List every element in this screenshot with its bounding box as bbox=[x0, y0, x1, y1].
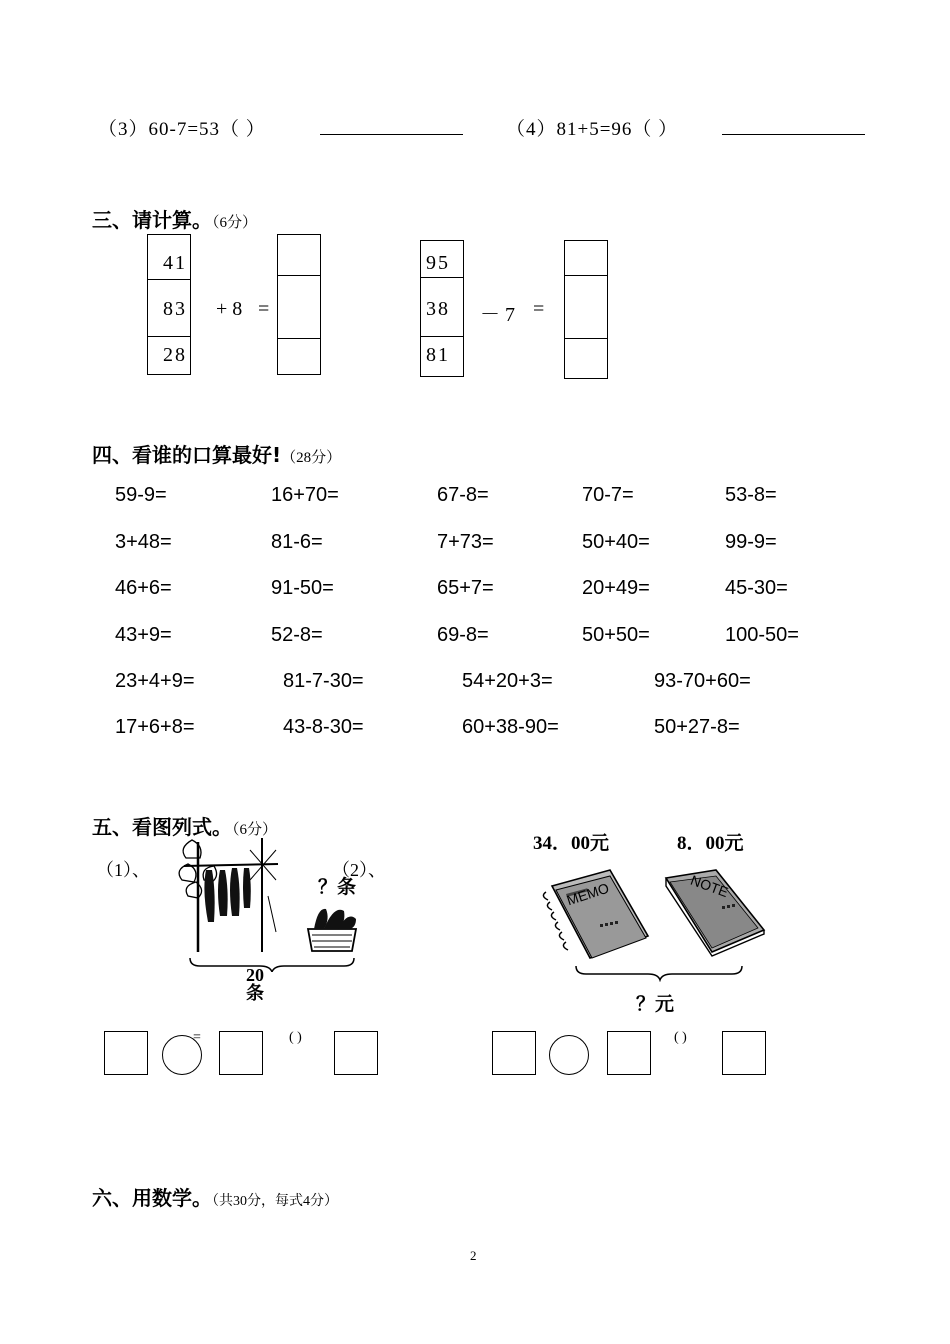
right-number-2: 38 bbox=[426, 298, 450, 320]
p1-unit-paren[interactable]: ( ) bbox=[289, 1030, 302, 1045]
section-3-points: （6分） bbox=[212, 215, 258, 231]
memo-notebook-icon bbox=[540, 866, 655, 962]
page-number: 2 bbox=[470, 1248, 477, 1263]
problem-1-label: （1）、 bbox=[96, 860, 150, 880]
calc-r3c3: 65+7= bbox=[437, 577, 494, 599]
calc-r1c5: 53-8= bbox=[725, 484, 777, 506]
calc-r3c2: 91-50= bbox=[271, 577, 334, 599]
p2-operator-circle[interactable] bbox=[549, 1035, 589, 1075]
calc-r1c4: 70-7= bbox=[582, 484, 634, 506]
memo-label: MEMO bbox=[564, 879, 611, 909]
p1-answer-box-1[interactable] bbox=[104, 1031, 148, 1075]
section-6-heading bbox=[92, 1182, 338, 1211]
left-equals: = bbox=[258, 298, 270, 320]
calc-r4c3: 69-8= bbox=[437, 624, 489, 646]
section-3-title: 三、请计算。 bbox=[92, 208, 212, 232]
problem-1-question: ？条 bbox=[318, 877, 357, 898]
calc-r4c2: 52-8= bbox=[271, 624, 323, 646]
fish-basket-icon bbox=[304, 903, 360, 955]
answer-blank-4[interactable] bbox=[722, 134, 865, 135]
section-3-heading bbox=[92, 204, 257, 233]
calc-r6c3: 60+38-90= bbox=[462, 716, 559, 738]
right-number-1: 95 bbox=[426, 252, 450, 274]
section-6-points: （共30分，每式4分） bbox=[212, 1194, 338, 1209]
calc-r5c4: 93-70+60= bbox=[654, 670, 751, 692]
calc-r6c4: 50+27-8= bbox=[654, 716, 740, 738]
calc-r1c3: 67-8= bbox=[437, 484, 489, 506]
right-operator: － 7 bbox=[480, 304, 515, 326]
calc-r4c1: 43+9= bbox=[115, 624, 172, 646]
question-4: （4）81+5=96（ ） bbox=[506, 119, 679, 140]
right-equals: = bbox=[533, 298, 545, 320]
problem-2-question: ？元 bbox=[636, 994, 675, 1015]
question-3: （3）60-7=53（ ） bbox=[98, 119, 266, 140]
brace-icon-2 bbox=[574, 964, 744, 982]
calc-r5c2: 81-7-30= bbox=[283, 670, 364, 692]
section-5-title: 五、看图列式。 bbox=[92, 815, 232, 839]
calc-r6c2: 43-8-30= bbox=[283, 716, 364, 738]
calc-r6c1: 17+6+8= bbox=[115, 716, 195, 738]
p1-answer-box-3[interactable] bbox=[334, 1031, 378, 1075]
section-4-title: 四、看谁的口算最好! bbox=[92, 443, 282, 467]
problem-2-label: （2）、 bbox=[332, 860, 386, 880]
p1-answer-box-2[interactable] bbox=[219, 1031, 263, 1075]
answer-blank-3[interactable] bbox=[320, 134, 463, 135]
right-number-3: 81 bbox=[426, 344, 450, 366]
right-answer-column[interactable] bbox=[564, 240, 608, 379]
price-memo: 34．00元 bbox=[533, 833, 610, 854]
p2-answer-box-3[interactable] bbox=[722, 1031, 766, 1075]
calc-r1c1: 59-9= bbox=[115, 484, 167, 506]
brace-icon bbox=[188, 956, 356, 972]
calc-r2c4: 50+40= bbox=[582, 531, 650, 553]
left-answer-column[interactable] bbox=[277, 234, 321, 375]
problem-1-total: 20条 bbox=[246, 966, 264, 1002]
p2-unit-paren[interactable]: ( ) bbox=[674, 1030, 687, 1045]
calc-r2c3: 7+73= bbox=[437, 531, 494, 553]
calc-r2c1: 3+48= bbox=[115, 531, 172, 553]
calc-r3c5: 45-30= bbox=[725, 577, 788, 599]
section-4-points: （28分） bbox=[281, 450, 342, 466]
left-number-3: 28 bbox=[163, 344, 187, 366]
p1-equals: = bbox=[193, 1030, 201, 1045]
left-number-2: 83 bbox=[163, 298, 187, 320]
calc-r2c2: 81-6= bbox=[271, 531, 323, 553]
calc-r4c4: 50+50= bbox=[582, 624, 650, 646]
left-number-1: 41 bbox=[163, 252, 187, 274]
calc-r1c2: 16+70= bbox=[271, 484, 339, 506]
calc-r5c1: 23+4+9= bbox=[115, 670, 195, 692]
drying-fish-illustration bbox=[176, 836, 281, 954]
calc-r4c5: 100-50= bbox=[725, 624, 799, 646]
price-note: 8．00元 bbox=[677, 833, 744, 854]
calc-r2c5: 99-9= bbox=[725, 531, 777, 553]
p2-answer-box-1[interactable] bbox=[492, 1031, 536, 1075]
left-operator: + 8 bbox=[216, 298, 243, 320]
note-label: NOTE bbox=[688, 871, 731, 901]
calc-r3c1: 46+6= bbox=[115, 577, 172, 599]
section-4-heading bbox=[92, 439, 341, 468]
calc-r3c4: 20+49= bbox=[582, 577, 650, 599]
section-6-title: 六、用数学。 bbox=[92, 1186, 212, 1210]
section-5-points: （6分） bbox=[232, 822, 278, 838]
p2-answer-box-2[interactable] bbox=[607, 1031, 651, 1075]
calc-r5c3: 54+20+3= bbox=[462, 670, 553, 692]
